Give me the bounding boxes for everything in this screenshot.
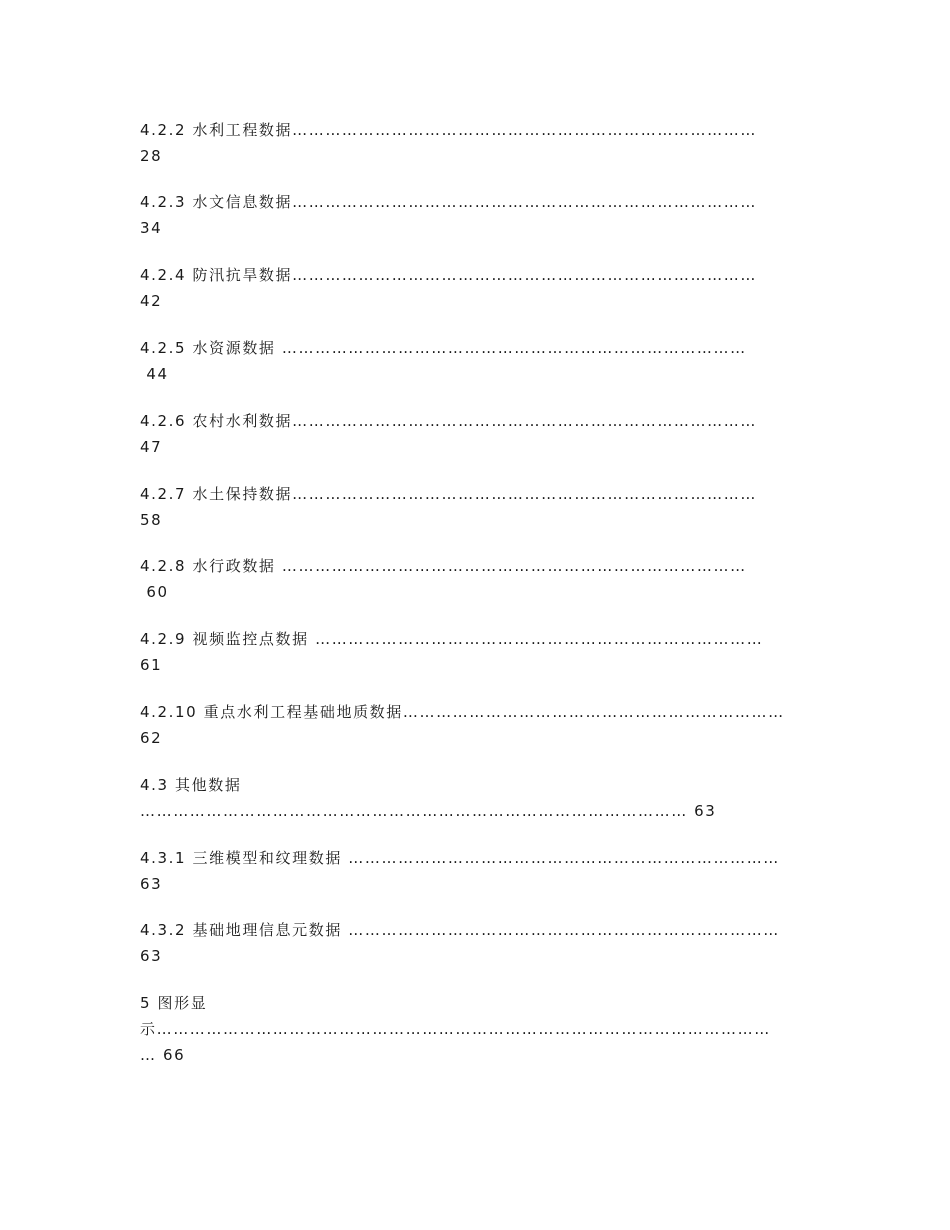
toc-entry-5[interactable]: 5 图形显	[140, 994, 208, 1012]
toc-page-number: 28	[140, 147, 163, 165]
toc-page-number: 47	[140, 438, 163, 456]
toc-entry-4-3-1[interactable]: 4.3.1 三维模型和纹理数据 ……………………………………………………………………	[140, 849, 780, 867]
toc-page-number: 58	[140, 511, 163, 529]
toc-page-number: 62	[140, 729, 163, 747]
toc-page-number: 44	[140, 365, 169, 383]
toc-entry-4-2-6[interactable]: 4.2.6 农村水利数据…………………………………………………………………………	[140, 412, 757, 430]
toc-page-number: 63	[140, 875, 163, 893]
toc-page-number: 60	[140, 583, 169, 601]
toc-entry-4-2-5[interactable]: 4.2.5 水资源数据 …………………………………………………………………………	[140, 339, 747, 357]
toc-page-number: 34	[140, 219, 163, 237]
toc-entry-4-2-10[interactable]: 4.2.10 重点水利工程基础地质数据……………………………………………………………	[140, 703, 785, 721]
toc-entry-4-2-3[interactable]: 4.2.3 水文信息数据…………………………………………………………………………	[140, 193, 757, 211]
toc-entry-4-2-9[interactable]: 4.2.9 视频监控点数据 ………………………………………………………………………	[140, 630, 764, 648]
toc-entry-4-3[interactable]: 4.3 其他数据	[140, 776, 242, 794]
toc-entry-4-2-7[interactable]: 4.2.7 水土保持数据…………………………………………………………………………	[140, 485, 757, 503]
toc-page-number: 42	[140, 292, 163, 310]
toc-page-number: 63	[140, 947, 163, 965]
toc-page-number: 61	[140, 656, 163, 674]
toc-entry-5-continuation: 示…………………………………………………………………………………………………	[140, 1020, 771, 1038]
toc-leader-and-page-number: ……………………………………………………………………………………… 63	[140, 802, 717, 820]
toc-entry-4-2-4[interactable]: 4.2.4 防汛抗旱数据…………………………………………………………………………	[140, 266, 757, 284]
toc-entry-4-2-8[interactable]: 4.2.8 水行政数据 …………………………………………………………………………	[140, 557, 747, 575]
toc-entry-4-2-2[interactable]: 4.2.2 水利工程数据…………………………………………………………………………	[140, 121, 757, 139]
toc-page-number: … 66	[140, 1046, 186, 1064]
toc-entry-4-3-2[interactable]: 4.3.2 基础地理信息元数据 ……………………………………………………………………	[140, 921, 780, 939]
